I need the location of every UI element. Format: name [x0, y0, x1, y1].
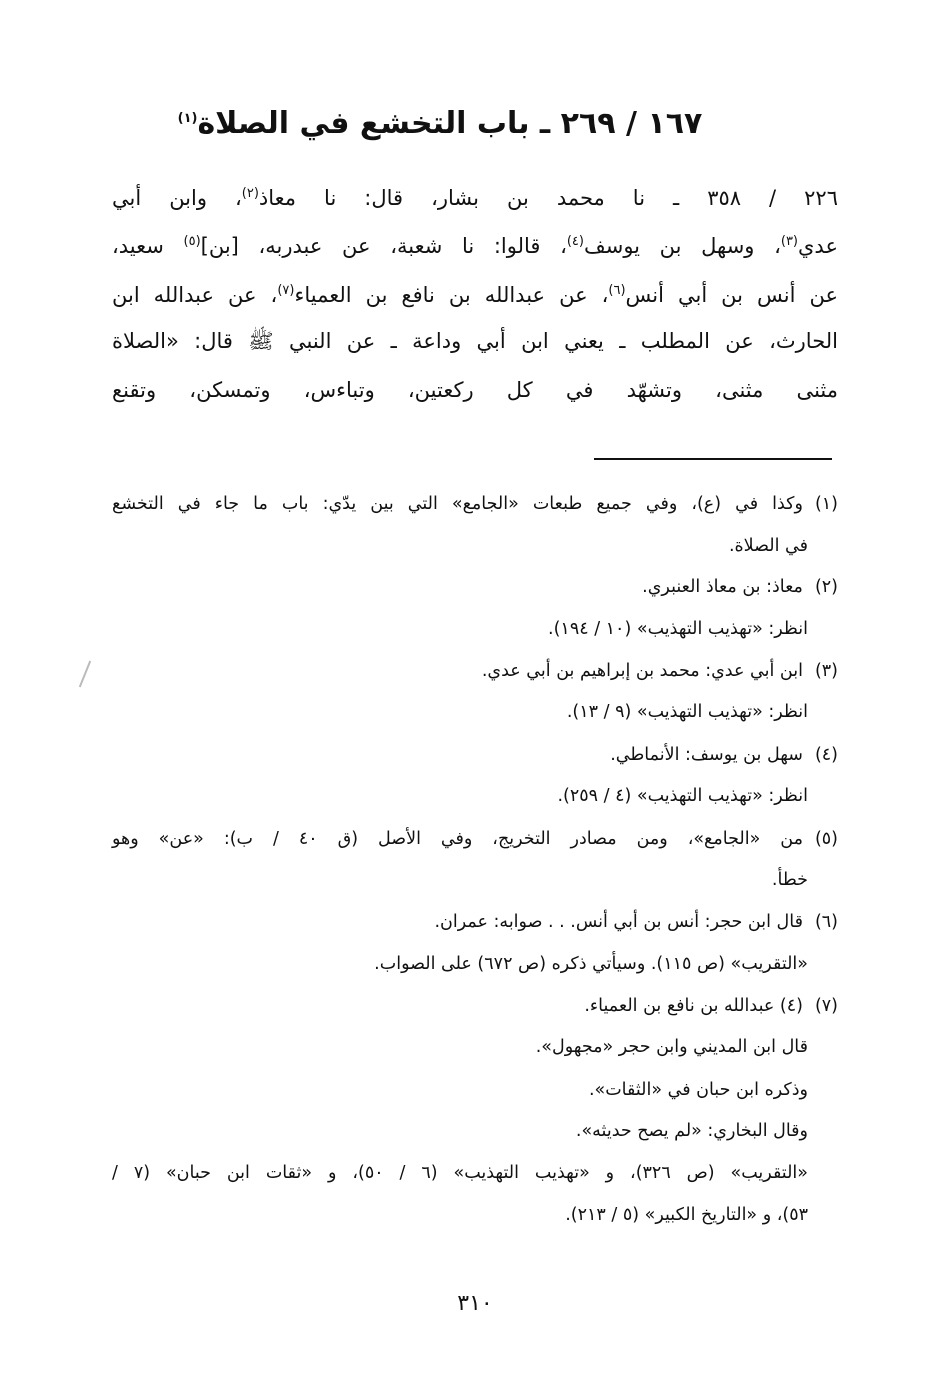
footnote-1: (١)وكذا في (ع)، وفي جميع طبعات «الجامع» التي بين يدّي: باب ما جاء في التخشع	[112, 487, 838, 521]
footnote-number: (٦)	[814, 912, 838, 932]
footnote-number: (١)	[814, 494, 838, 514]
hadith-line: ٢٢٦ / ٣٥٨ ـ نا محمد بن بشار، قال: نا معاذ$^{(٢)}$، وابن أبي	[112, 186, 838, 210]
footnote-number: (٤)	[814, 745, 838, 765]
hadith-line: مثنى مثنى، وتشهّد في كل ركعتين، وتباءس، وتمسكن، وتقنع	[112, 378, 838, 402]
footnote-number: (٢)	[814, 577, 838, 597]
footnote-continuation: «التقريب» (ص ١١٥). وسيأتي ذكره (ص ٦٧٢) على الصواب.	[374, 954, 808, 974]
page-number: ٣١٠	[457, 1291, 493, 1316]
footnote-number: (٣)	[814, 661, 838, 681]
footnote-continuation: وقال البخاري: «لم يصح حديثه».	[575, 1121, 808, 1141]
hadith-line: الحارث، عن المطلب ـ يعني ابن أبي وداعة ـ عن النبي ﷺ قال: «الصلاة	[112, 329, 838, 353]
scan-artifact	[79, 661, 91, 688]
footnote-continuation: في الصلاة.	[728, 536, 808, 556]
footnote-number: (٥)	[814, 829, 838, 849]
footnote-continuation: «التقريب» (ص ٣٢٦)، و «تهذيب التهذيب» (٦ / ٥٠)، و «ثقات ابن حبان» (٧ /	[112, 1163, 808, 1183]
footnote-3: (٣)ابن أبي عدي: محمد بن إبراهيم بن أبي عدي.	[482, 654, 838, 688]
footnote-7: (٧)(٤) عبدالله بن نافع بن العمياء.	[584, 989, 838, 1023]
footnote-continuation: ٥٣)، و «التاريخ الكبير» (٥ / ٢١٣).	[565, 1205, 808, 1225]
footnote-continuation: وذكره ابن حبان في «الثقات».	[588, 1080, 808, 1100]
footnote-continuation: قال ابن المديني وابن حجر «مجهول».	[535, 1037, 808, 1057]
footnote-number: (٧)	[814, 996, 838, 1016]
hadith-line: عدي$^{(٣)}$، وسهل بن يوسف$^{(٤)}$، قالوا: نا شعبة، عن عبدربه، [بن]$^{(٥)}$ سعيد،	[112, 234, 838, 258]
footnote-2: (٢)معاذ: بن معاذ العنبري.	[642, 570, 838, 604]
hadith-line: عن أنس بن أبي أنس$^{(٦)}$، عن عبدالله بن نافع بن العمياء$^{(٧)}$، عن عبدالله ابن	[112, 283, 838, 307]
chapter-title-note: (١)	[177, 111, 198, 126]
chapter-title	[100, 98, 780, 150]
footnote-continuation: انظر: «تهذيب التهذيب» (٤ / ٢٥٩).	[557, 786, 808, 806]
footnote-continuation: خطأ.	[771, 870, 808, 890]
chapter-title-text: ١٦٧ / ٢٦٩ ـ باب التخشع في الصلاة	[197, 106, 703, 141]
footnote-continuation: انظر: «تهذيب التهذيب» (٩ / ١٣).	[566, 702, 808, 722]
footnote-4: (٤)سهل بن يوسف: الأنماطي.	[610, 738, 838, 772]
footnote-6: (٦)قال ابن حجر: أنس بن أبي أنس. . . صوابه: عمران.	[434, 905, 838, 939]
footnote-separator	[594, 458, 832, 460]
footnote-5: (٥)من «الجامع»، ومن مصادر التخريج، وفي الأصل (ق ٤٠ / ب): «عن» وهو	[112, 822, 838, 856]
footnote-continuation: انظر: «تهذيب التهذيب» (١٠ / ١٩٤).	[548, 619, 808, 639]
